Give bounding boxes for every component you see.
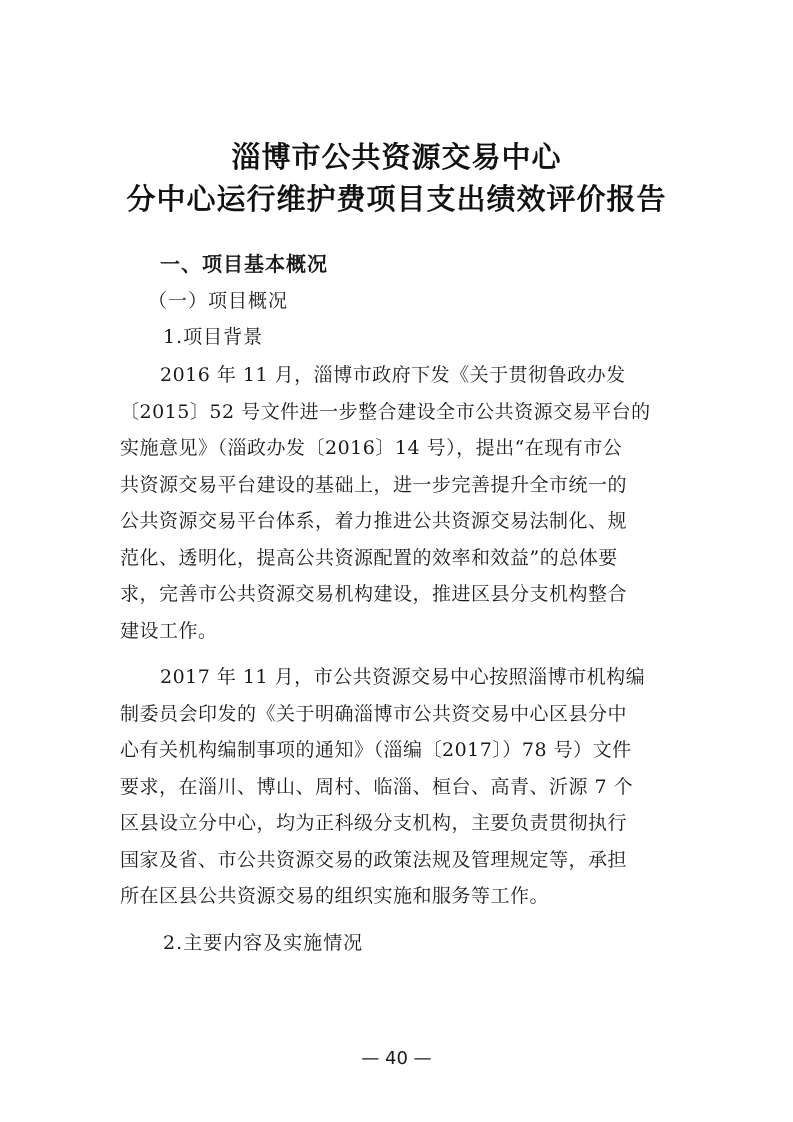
paragraph-line: 心有关机构编制事项的通知》（淄编〔2017〕）78 号）文件 [120,739,632,761]
paragraph-line: 2017 年 11 月，市公共资源交易中心按照淄博市机构编 [160,666,646,688]
page-number: — 40 — [361,1048,432,1069]
paragraph-line: 国家及省、市公共资源交易的政策法规及管理规定等，承担 [120,848,628,871]
paragraph-line: 2016 年 11 月，淄博市政府下发《关于贯彻鲁政办发 [160,364,626,386]
paragraph-line: 所在区县公共资源交易的组织实施和服务等工作。 [120,885,550,907]
subsection-heading: （一）项目概况 [148,290,289,312]
document-title-line2: 分中心运行维护费项目支出绩效评价报告 [126,182,667,216]
paragraph-line: 要求，在淄川、博山、周村、临淄、桓台、高青、沂源 7 个 [120,775,634,798]
paragraph-line: 制委员会印发的《关于明确淄博市公共资交易中心区县分中 [120,702,628,725]
paragraph-background [120,357,680,649]
paragraph-establishment [120,659,680,915]
paragraph-line: 区县设立分中心，均为正科级分支机构，主要负责贯彻执行 [120,812,628,834]
paragraph-line: 建设工作。 [120,619,218,642]
paragraph-line: 公共资源交易平台体系，着力推进公共资源交易法制化、规 [120,510,628,532]
paragraph-line: 实施意见》（淄政办发〔2016〕14 号），提出“在现有市公 [120,437,623,459]
paragraph-line: 〔2015〕52 号文件进一步整合建设全市公共资源交易平台的 [120,400,651,423]
item-heading-background: 1.项目背景 [163,326,264,348]
paragraph-line: 共资源交易平台建设的基础上，进一步完善提升全市统一的 [120,473,628,496]
paragraph-line: 求，完善市公共资源交易机构建设，推进区县分支机构整合 [120,583,628,605]
item-heading-content: 2.主要内容及实施情况 [163,932,364,954]
paragraph-line: 范化、透明化，提高公共资源配置的效率和效益”的总体要 [120,546,618,569]
document-title-line1: 淄博市公共资源交易中心 [231,140,562,174]
section-heading: 一、项目基本概况 [160,252,328,276]
